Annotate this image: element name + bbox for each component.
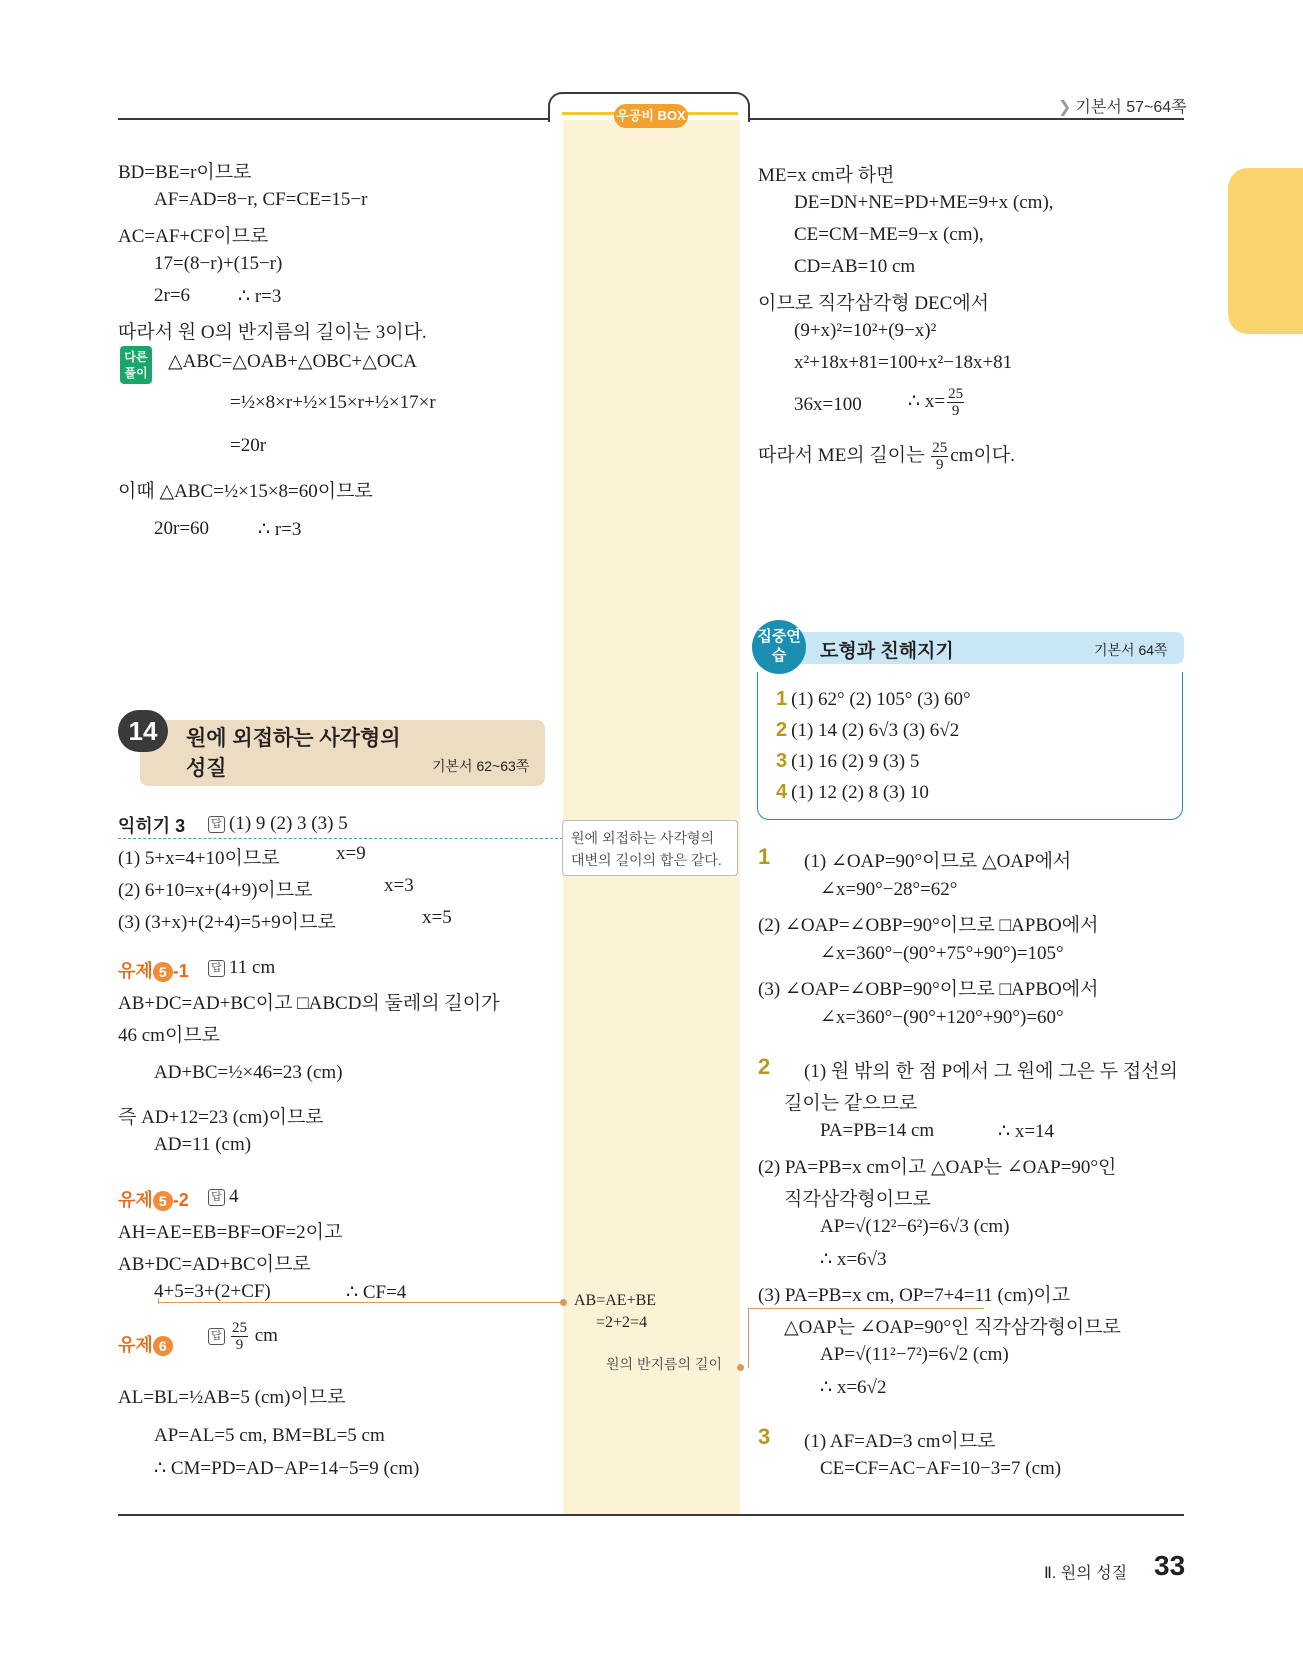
- example-suffix: -1: [172, 961, 189, 981]
- left-line-6: 따라서 원 O의 반지름의 길이는 3이다.: [118, 322, 427, 343]
- row-number: 1: [776, 688, 788, 710]
- example-5-1-line-2: 46 cm이므로: [118, 1025, 221, 1046]
- connector-line: [158, 1302, 562, 1303]
- example-5-1-line-4: 즉 AD+12=23 (cm)이므로: [118, 1107, 324, 1128]
- example-6-line-3: ∴ CM=PD=AD−AP=14−5=9 (cm): [154, 1458, 420, 1479]
- example-6-line-2: AP=AL=5 cm, BM=BL=5 cm: [154, 1425, 385, 1446]
- right-line-8b: [908, 386, 966, 419]
- answer-unit: cm: [254, 1324, 278, 1346]
- right-line-8a: 36x=100: [794, 394, 862, 415]
- practice-answer-row: [776, 750, 919, 773]
- right-line-9-text: 따라서 ME의 길이는: [758, 445, 925, 466]
- left-line-11a: 20r=60: [154, 518, 210, 539]
- practice-line-3a: (3) (3+x)+(2+4)=5+9이므로: [118, 912, 336, 933]
- header-reference: [1058, 94, 1187, 117]
- practice-line-3b: x=5: [422, 907, 452, 928]
- fraction-numerator: 25: [232, 1320, 247, 1336]
- example-5-2-answer: [208, 1186, 239, 1208]
- practice-title: 도형과 친해지기: [820, 641, 954, 662]
- example-5-2-line-2: AB+DC=AD+BC이므로: [118, 1254, 311, 1275]
- solution-2-line-10: AP=√(11²−7²)=6√2 (cm): [820, 1344, 1009, 1365]
- solution-2-line-4: (2) PA=PB=x cm이고 △OAP는 ∠OAP=90°인: [758, 1157, 1117, 1178]
- solution-2-line-11: ∴ x=6√2: [820, 1377, 887, 1398]
- row-number: 3: [776, 750, 788, 772]
- page-number: 33: [1154, 1550, 1186, 1581]
- solution-1-line-5: (3) ∠OAP=∠OBP=90°이므로 □APBO에서: [758, 979, 1099, 1000]
- solution-2-line-7: ∴ x=6√3: [820, 1249, 887, 1270]
- fraction-denominator: 9: [235, 1337, 244, 1353]
- example-label-text: 유제: [118, 1190, 153, 1210]
- connector-line: [748, 1308, 984, 1309]
- header-reference-text: 기본서 57~64쪽: [1075, 99, 1187, 116]
- section-number: 14: [118, 710, 168, 752]
- chevron-right-icon: ❯: [1058, 99, 1072, 116]
- example-6-answer: [208, 1320, 278, 1353]
- right-line-5: 이므로 직각삼각형 DEC에서: [758, 293, 990, 314]
- dashed-connector: [118, 838, 563, 839]
- solution-2-line-9: △OAP는 ∠OAP=90°인 직각삼각형이므로: [784, 1317, 1121, 1338]
- fraction-denominator: 9: [935, 457, 944, 474]
- left-line-3: AC=AF+CF이므로: [118, 226, 269, 247]
- left-line-11b: ∴ r=3: [258, 519, 302, 540]
- other-solution-badge: 다른풀이: [120, 346, 152, 384]
- solution-1-line-2: ∠x=90°−28°=62°: [820, 879, 958, 900]
- side-note-ab: AB=AE+BE: [574, 1292, 657, 1309]
- right-line-2: DE=DN+NE=PD+ME=9+x (cm),: [794, 192, 1054, 213]
- example-5-2-line-3b: ∴ CF=4: [346, 1282, 407, 1303]
- practice-line-1b: x=9: [336, 843, 366, 864]
- row-text: (1) 12 (2) 8 (3) 10: [791, 782, 929, 803]
- solution-3-line-1: (1) AF=AD=3 cm이므로: [804, 1431, 996, 1452]
- answer-icon: 답: [208, 960, 225, 977]
- right-line-1: ME=x cm라 하면: [758, 165, 895, 186]
- practice-answer-row: [776, 688, 971, 711]
- row-number: 2: [776, 719, 788, 741]
- side-note: 원에 외접하는 사각형의 대변의 길이의 합은 같다.: [562, 820, 738, 876]
- row-text: (1) 62° (2) 105° (3) 60°: [791, 689, 971, 710]
- footer-chapter: Ⅱ. 원의 성질: [1044, 1565, 1128, 1582]
- practice-answer-row: [776, 719, 959, 742]
- example-label-text: 유제: [118, 961, 153, 981]
- answer-icon: 답: [208, 1189, 225, 1206]
- right-line-9-end: cm이다.: [950, 445, 1015, 466]
- left-line-10: 이때 △ABC=½×15×8=60이므로: [118, 481, 373, 502]
- connector-line: [748, 1308, 749, 1368]
- connector-tick: [158, 1298, 159, 1304]
- left-line-9: =20r: [230, 435, 267, 456]
- left-line-2: AF=AD=8−r, CF=CE=15−r: [154, 189, 368, 210]
- example-5-2-label: [118, 1186, 189, 1212]
- fraction: [931, 440, 948, 473]
- left-line-4: 17=(8−r)+(15−r): [154, 253, 283, 274]
- fraction-denominator: 9: [951, 403, 960, 419]
- row-number: 4: [776, 781, 788, 803]
- connector-dot: [737, 1364, 744, 1371]
- right-line-9: [758, 440, 1015, 473]
- solution-1-line-6: ∠x=360°−(90°+120°+90°)=60°: [820, 1007, 1064, 1028]
- practice-answer-text: (1) 9 (2) 3 (3) 5: [229, 813, 348, 834]
- example-6-line-1: AL=BL=½AB=5 (cm)이므로: [118, 1387, 346, 1408]
- side-note-ab-value: =2+2=4: [596, 1314, 648, 1331]
- fraction-numerator: 25: [948, 386, 964, 402]
- step-up-label: STEP UP: [1165, 240, 1232, 322]
- fraction-numerator: 25: [932, 440, 948, 457]
- example-suffix: -2: [172, 1190, 189, 1210]
- answer-icon: 답: [208, 816, 225, 833]
- solution-1-line-4: ∠x=360°−(90°+75°+90°)=105°: [820, 943, 1064, 964]
- solution-2-line-8: (3) PA=PB=x cm, OP=7+4=11 (cm)이고: [758, 1285, 1071, 1306]
- solution-2-line-2: 길이는 같으므로: [784, 1093, 918, 1114]
- left-line-8: =½×8×r+½×15×r+½×17×r: [230, 392, 436, 413]
- example-5-1-line-5: AD=11 (cm): [154, 1134, 252, 1155]
- example-5-2-line-3a: 4+5=3+(2+CF): [154, 1281, 271, 1302]
- example-5-1-line-3: AD+BC=½×46=23 (cm): [154, 1062, 343, 1083]
- practice-line-2a: (2) 6+10=x+(4+9)이므로: [118, 880, 313, 901]
- example-6-label: [118, 1331, 173, 1357]
- right-line-4: CD=AB=10 cm: [794, 256, 916, 277]
- left-line-7: △ABC=△OAB+△OBC+△OCA: [168, 351, 417, 372]
- example-label-text: 유제: [118, 1335, 153, 1355]
- answer-icon: 답: [208, 1328, 225, 1345]
- solution-1-line-1: (1) ∠OAP=90°이므로 △OAP에서: [804, 851, 1072, 872]
- example-5-2-line-1: AH=AE=EB=BF=OF=2이고: [118, 1222, 343, 1243]
- practice-line-2b: x=3: [384, 875, 414, 896]
- solution-2-line-6: AP=√(12²−6²)=6√3 (cm): [820, 1216, 1010, 1237]
- row-text: (1) 16 (2) 9 (3) 5: [791, 751, 920, 772]
- connector-dot: [560, 1299, 567, 1306]
- section-title-line2: 성질: [186, 757, 227, 780]
- example-5-2-answer-text: 4: [229, 1186, 239, 1207]
- section-reference: 기본서 62~63쪽: [432, 758, 530, 774]
- solution-1-number: 1: [758, 844, 771, 869]
- practice-label: 익히기 3: [118, 816, 186, 836]
- side-note-radius: 원의 반지름의 길이: [606, 1356, 722, 1372]
- solution-2-line-5: 직각삼각형이므로: [784, 1189, 931, 1210]
- right-line-6: (9+x)²=10²+(9−x)²: [794, 320, 937, 341]
- step-up-tab: [1228, 168, 1303, 334]
- practice-answer: [208, 813, 348, 835]
- solution-3-number: 3: [758, 1424, 771, 1449]
- left-line-1: BD=BE=r이므로: [118, 162, 252, 183]
- example-number: 5: [153, 962, 173, 982]
- solution-2-line-3a: PA=PB=14 cm: [820, 1120, 935, 1141]
- solution-2-line-3b: ∴ x=14: [998, 1121, 1055, 1142]
- example-5-1-label: [118, 957, 189, 983]
- example-5-1-line-1: AB+DC=AD+BC이고 □ABCD의 둘레의 길이가: [118, 993, 500, 1014]
- practice-badge: 집중연습: [752, 620, 806, 674]
- fraction: [947, 386, 964, 419]
- example-5-1-answer-text: 11 cm: [229, 957, 276, 978]
- example-number: 6: [153, 1336, 173, 1356]
- left-line-5b: ∴ r=3: [238, 286, 282, 307]
- box-badge: 우공비 BOX: [614, 104, 688, 128]
- row-text: (1) 14 (2) 6√3 (3) 6√2: [791, 720, 960, 741]
- solution-2-number: 2: [758, 1054, 771, 1079]
- answer-fraction: [231, 1320, 248, 1353]
- solution-3-line-2: CE=CF=AC−AF=10−3=7 (cm): [820, 1458, 1062, 1479]
- practice-reference: 기본서 64쪽: [1094, 642, 1168, 658]
- practice-line-1a: (1) 5+x=4+10이므로: [118, 848, 280, 869]
- solution-1-line-3: (2) ∠OAP=∠OBP=90°이므로 □APBO에서: [758, 915, 1099, 936]
- right-line-7: x²+18x+81=100+x²−18x+81: [794, 352, 1013, 373]
- example-number: 5: [153, 1191, 173, 1211]
- section-title-line1: 원에 외접하는 사각형의: [186, 727, 401, 750]
- practice-answer-row: [776, 781, 929, 804]
- bottom-rule: [118, 1514, 1184, 1516]
- example-5-1-answer: [208, 957, 275, 979]
- right-line-8b-text: ∴ x=: [908, 390, 946, 412]
- left-line-5a: 2r=6: [154, 285, 191, 306]
- solution-2-line-1: (1) 원 밖의 한 점 P에서 그 원에 그은 두 접선의: [804, 1061, 1178, 1082]
- right-line-3: CE=CM−ME=9−x (cm),: [794, 224, 984, 245]
